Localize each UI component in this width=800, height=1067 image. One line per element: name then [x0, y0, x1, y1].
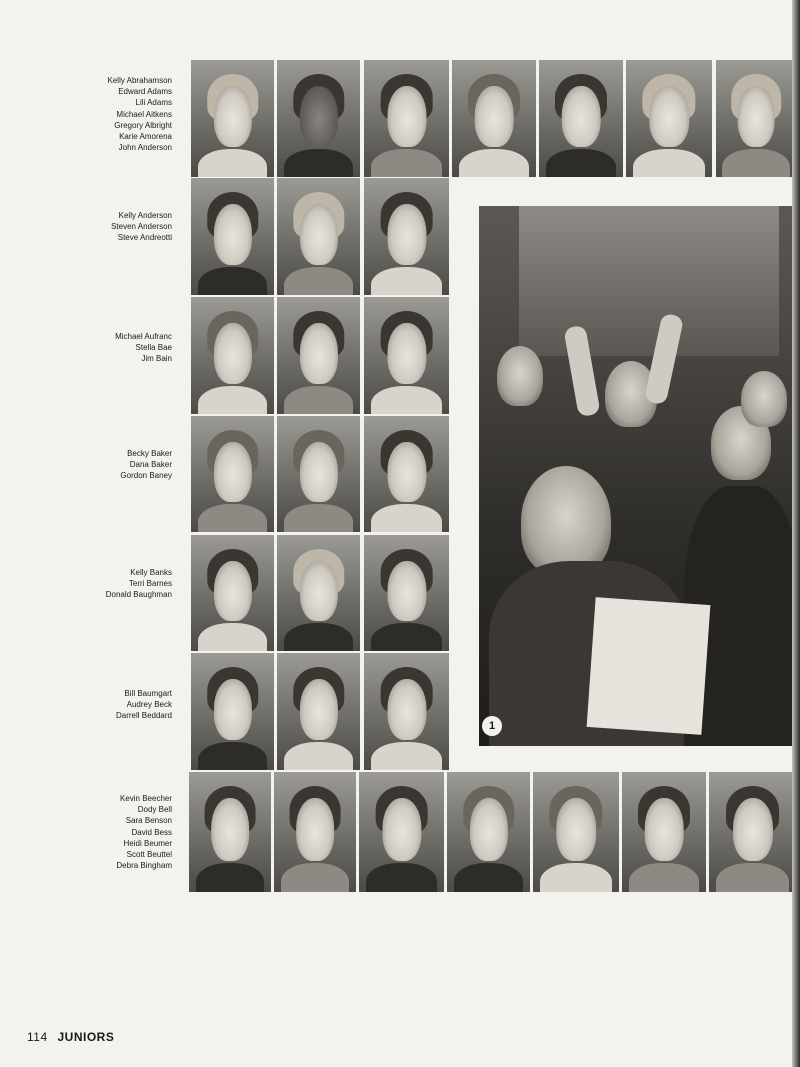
student-name: Bill Baumgart	[124, 689, 172, 698]
student-portrait	[447, 772, 530, 892]
student-name: Dody Bell	[137, 805, 172, 815]
student-name: David Bess	[131, 827, 172, 837]
student-name: Edward Adams	[118, 87, 172, 97]
student-portrait	[191, 653, 274, 770]
candid-photo	[479, 206, 800, 746]
student-portrait	[364, 653, 449, 770]
student-portrait	[277, 178, 360, 295]
candid-background	[519, 206, 779, 356]
student-portrait	[191, 416, 274, 532]
student-name: Darrell Beddard	[115, 711, 172, 721]
student-portrait	[364, 297, 449, 414]
names-group-5	[20, 567, 172, 601]
student-name: Michael Aitkens	[116, 109, 172, 119]
candid-person	[521, 466, 611, 576]
page-binding-edge	[792, 0, 800, 1067]
student-name: Kevin Beecher	[119, 794, 172, 803]
student-portrait	[277, 60, 360, 177]
page-footer	[27, 1030, 114, 1044]
student-name: Terri Barnes	[128, 579, 172, 589]
names-group-4	[20, 448, 172, 482]
student-portrait	[359, 772, 444, 892]
candid-paper	[587, 597, 711, 735]
student-name: Lili Adams	[135, 98, 172, 108]
student-name: Kelly Banks	[130, 568, 172, 577]
page-number: 114	[27, 1030, 48, 1044]
student-portrait	[622, 772, 706, 892]
names-group-3	[20, 331, 172, 365]
student-portrait	[189, 772, 271, 892]
student-portrait	[709, 772, 796, 892]
student-portrait	[539, 60, 623, 177]
student-portrait	[533, 772, 619, 892]
student-name: Steven Anderson	[111, 222, 172, 232]
student-name: Michael Aufranc	[115, 332, 172, 341]
student-portrait	[191, 297, 274, 414]
student-name: Stella Bae	[135, 343, 172, 353]
student-portrait	[277, 653, 360, 770]
student-name: Karie Amorena	[119, 132, 172, 142]
student-portrait	[191, 178, 274, 295]
names-group-2	[20, 210, 172, 244]
student-name: Gregory Albright	[114, 120, 172, 130]
student-name: Debra Bingham	[116, 861, 172, 871]
student-name: Sara Benson	[125, 816, 172, 826]
student-name: Donald Baughman	[105, 590, 172, 600]
student-portrait	[364, 60, 449, 177]
student-name: Jim Bain	[141, 354, 172, 364]
student-name: Kelly Abrahamson	[107, 76, 172, 85]
photo-caption-number: 1	[482, 716, 502, 736]
student-portrait	[364, 535, 449, 651]
student-portrait	[274, 772, 356, 892]
student-name: Audrey Beck	[126, 700, 172, 710]
names-group-6	[20, 688, 172, 722]
student-portrait	[191, 535, 274, 651]
student-portrait	[716, 60, 796, 177]
candid-person	[497, 346, 543, 406]
names-group-1	[20, 75, 172, 153]
student-name: Scott Beuttel	[126, 850, 172, 860]
student-name: John Anderson	[118, 143, 172, 153]
student-name: Steve Andreotti	[117, 233, 172, 243]
student-portrait	[626, 60, 712, 177]
student-name: Gordon Baney	[120, 471, 172, 481]
student-portrait	[452, 60, 536, 177]
student-name: Dana Baker	[129, 460, 172, 470]
student-portrait	[277, 297, 360, 414]
student-portrait	[191, 60, 274, 177]
names-group-7	[20, 793, 172, 871]
student-name: Becky Baker	[127, 449, 172, 458]
section-title: JUNIORS	[57, 1030, 115, 1044]
student-portrait	[364, 416, 449, 532]
candid-person	[741, 371, 787, 427]
student-name: Kelly Anderson	[118, 211, 172, 220]
student-portrait	[277, 416, 360, 532]
student-portrait	[364, 178, 449, 295]
student-portrait	[277, 535, 360, 651]
student-name: Heidi Beumer	[123, 838, 172, 848]
